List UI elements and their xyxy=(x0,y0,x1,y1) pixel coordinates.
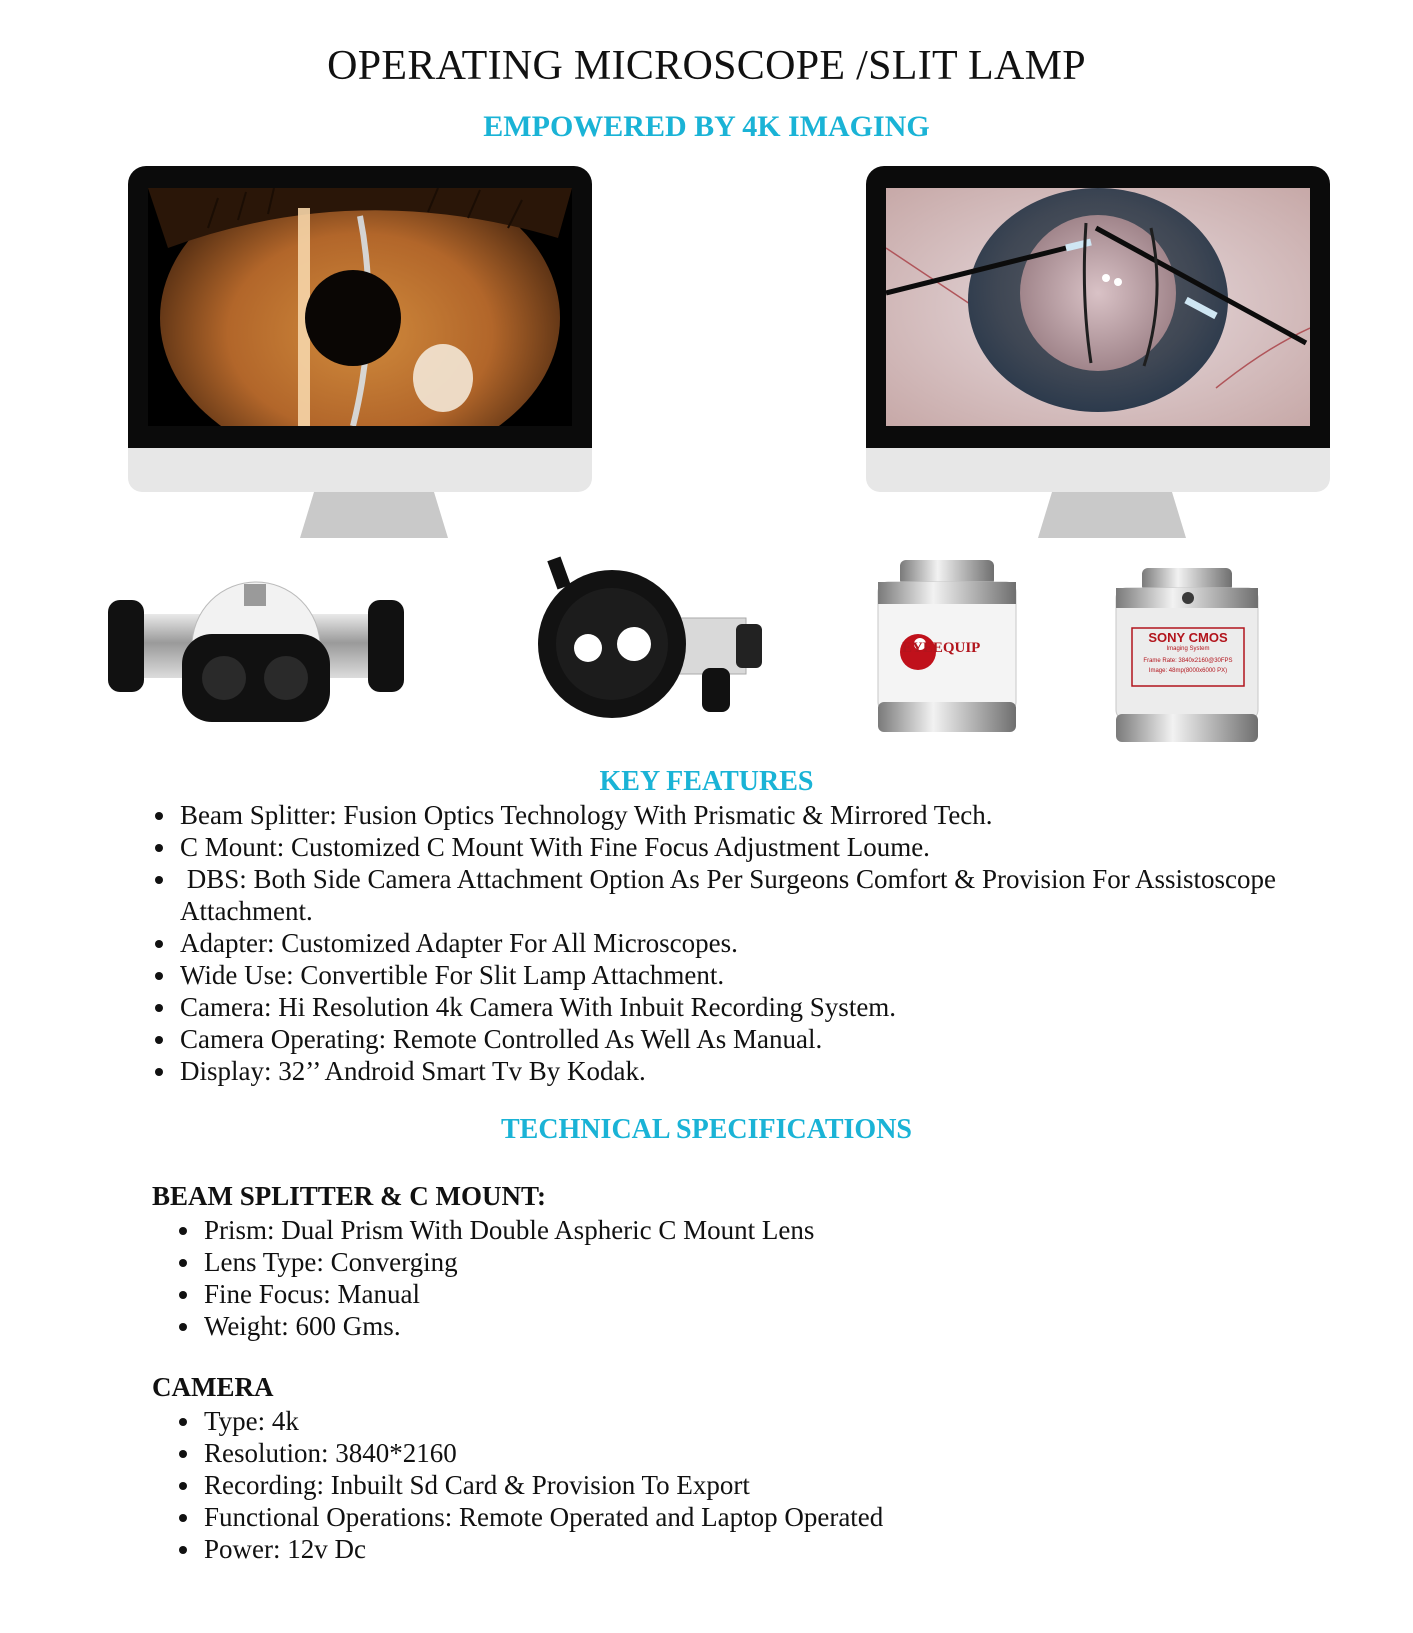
surgery-eye-image xyxy=(886,188,1310,426)
camera-spec-heading: CAMERA xyxy=(152,1372,274,1402)
list-item: • DBS: Both Side Camera Attachment Option As Per Surgeons Comfort & Provision For Assistoscope Attachment. xyxy=(178,863,1318,927)
monitor-bezel xyxy=(866,166,1330,448)
camera-spec-list xyxy=(172,1405,883,1565)
list-item: • Functional Operations: Remote Operated and Laptop Operated xyxy=(202,1501,883,1533)
slit-lamp-eye-image xyxy=(148,188,572,426)
page-title: OPERATING MICROSCOPE /SLIT LAMP xyxy=(327,43,1086,89)
monitor-stand xyxy=(1038,492,1186,538)
camera-spec-line-2: Image: 48mp(8000x6000 PX) xyxy=(1148,668,1228,674)
adapter-brand-label: EYEEQUIP xyxy=(902,640,981,656)
eyeequip-adapter-image xyxy=(872,556,1022,736)
list-item: • Recording: Inbuilt Sd Card & Provision To Export xyxy=(202,1469,883,1501)
technical-specifications-heading: TECHNICAL SPECIFICATIONS xyxy=(500,1114,913,1145)
sony-cmos-camera-image xyxy=(1112,566,1262,744)
c-mount-image xyxy=(522,556,772,724)
beam-splitter-spec-list xyxy=(172,1214,814,1342)
page-subtitle: EMPOWERED BY 4K IMAGING xyxy=(483,110,930,143)
list-item: • Resolution: 3840*2160 xyxy=(202,1437,883,1469)
list-item: • Camera Operating: Remote Controlled As Well As Manual. xyxy=(178,1023,1318,1055)
list-item: • Camera: Hi Resolution 4k Camera With Inbuit Recording System. xyxy=(178,991,1318,1023)
key-features-list xyxy=(148,799,1318,1087)
monitor-chin xyxy=(128,448,592,492)
beam-splitter-image xyxy=(106,570,406,730)
monitor-stand xyxy=(300,492,448,538)
list-item: • Fine Focus: Manual xyxy=(202,1278,814,1310)
list-item: • Power: 12v Dc xyxy=(202,1533,883,1565)
camera-brand-label: SONY CMOS xyxy=(1148,630,1228,645)
monitor-bezel xyxy=(128,166,592,448)
camera-spec-line-1: Frame Rate: 3840x2160@30FPS xyxy=(1143,658,1233,664)
monitor-chin xyxy=(866,448,1330,492)
list-item: • Lens Type: Converging xyxy=(202,1246,814,1278)
list-item: • Display: 32’’ Android Smart Tv By Kodak. xyxy=(178,1055,1318,1087)
list-item: • Prism: Dual Prism With Double Aspheric C Mount Lens xyxy=(202,1214,814,1246)
camera-sublabel: Imaging System xyxy=(1166,646,1210,652)
list-item: • Type: 4k xyxy=(202,1405,883,1437)
list-item: • Adapter: Customized Adapter For All Microscopes. xyxy=(178,927,1318,959)
key-features-heading: KEY FEATURES xyxy=(599,766,814,797)
beam-splitter-spec-heading: BEAM SPLITTER & C MOUNT: xyxy=(152,1181,547,1211)
list-item: • Wide Use: Convertible For Slit Lamp Attachment. xyxy=(178,959,1318,991)
list-item: • C Mount: Customized C Mount With Fine Focus Adjustment Loume. xyxy=(178,831,1318,863)
list-item: • Weight: 600 Gms. xyxy=(202,1310,814,1342)
list-item: • Beam Splitter: Fusion Optics Technology With Prismatic & Mirrored Tech. xyxy=(178,799,1318,831)
